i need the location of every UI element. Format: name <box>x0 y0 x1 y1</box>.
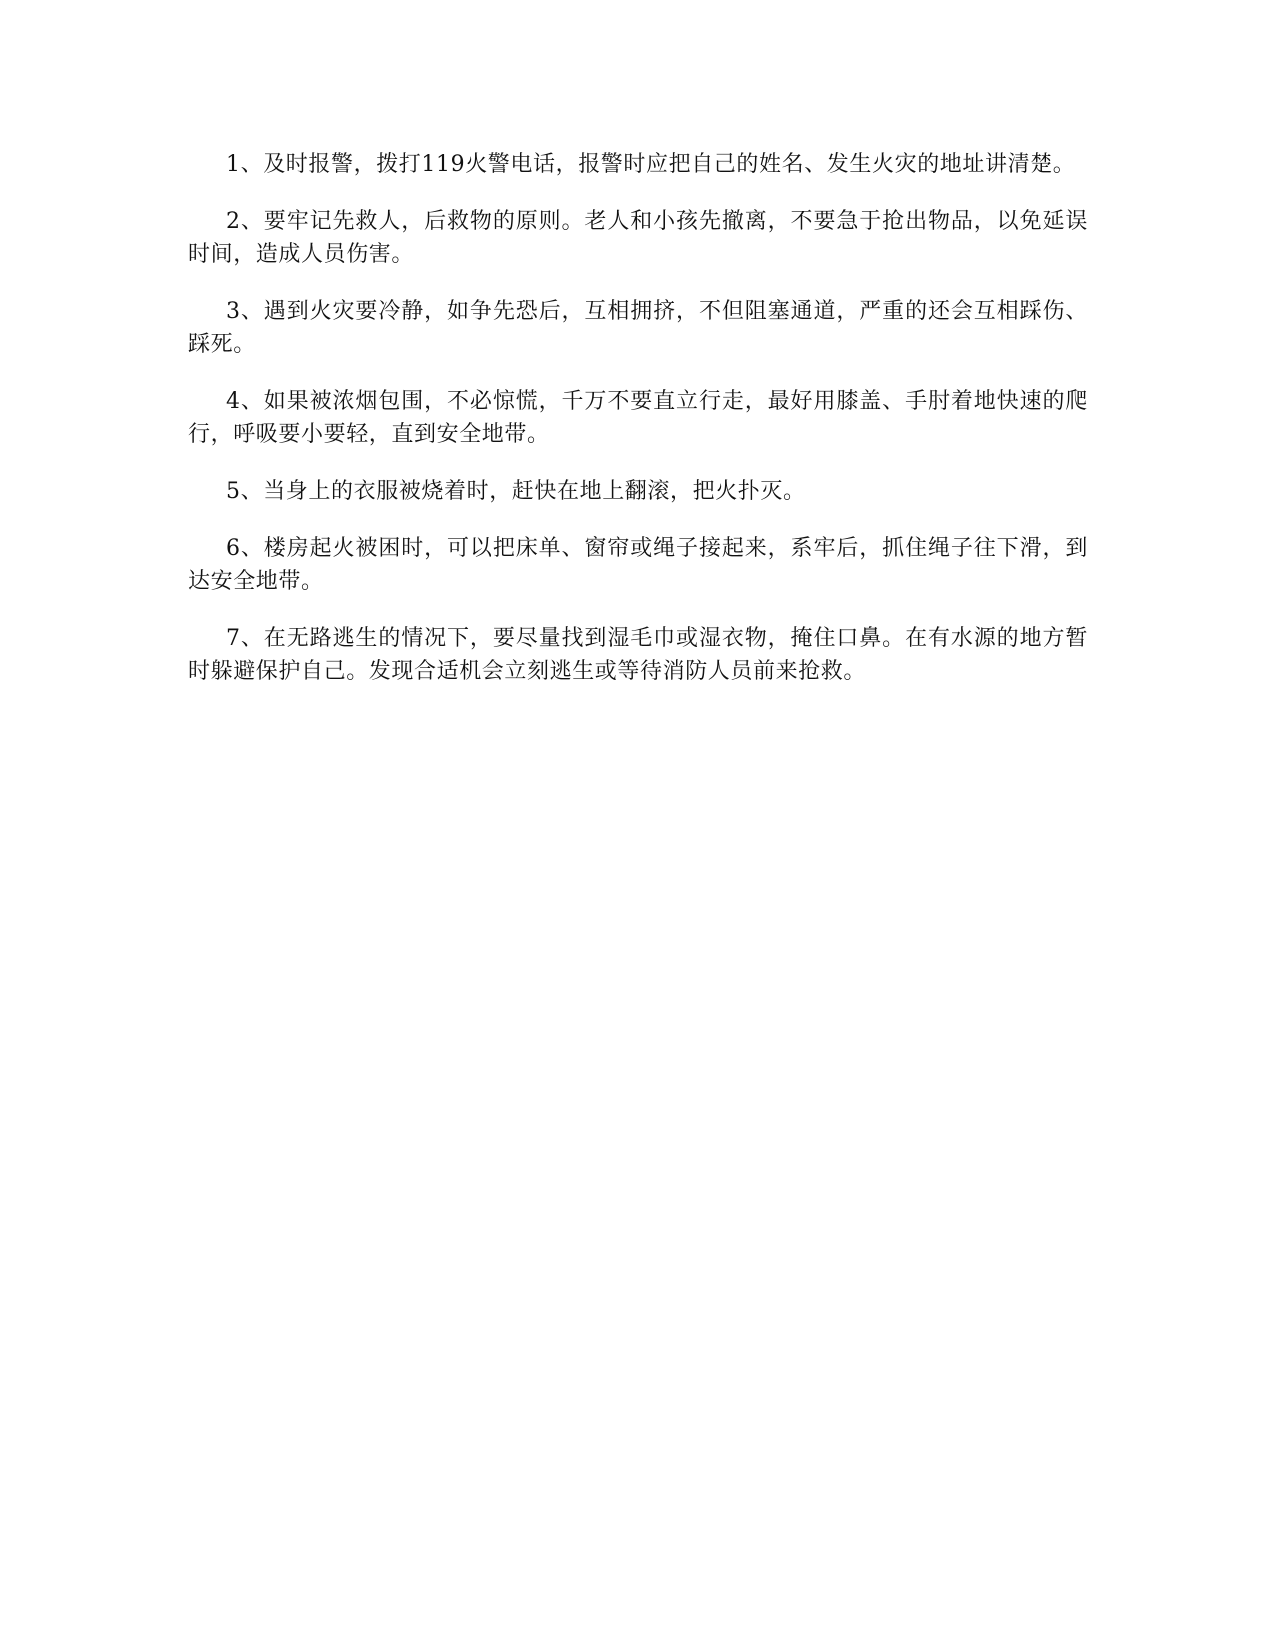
paragraph-5: 5、当身上的衣服被烧着时，赶快在地上翻滚，把火扑灭。 <box>226 479 806 504</box>
paragraph-6: 6、楼房起火被困时，可以把床单、窗帘或绳子接起来，系牢后，抓住绳子往下滑，到达安全地带。 <box>188 536 1088 594</box>
paragraph-1: 1、及时报警，拨打119火警电话，报警时应把自己的姓名、发生火灾的地址讲清楚。 <box>226 152 1076 177</box>
paragraph-4: 4、如果被浓烟包围，不必惊慌，千万不要直立行走，最好用膝盖、手肘着地快速的爬行，呼吸要小要轻，直到安全地带。 <box>188 389 1088 447</box>
paragraph-2: 2、要牢记先救人，后救物的原则。老人和小孩先撤离，不要急于抢出物品，以免延误时间，造成人员伤害。 <box>188 209 1088 267</box>
document-body <box>188 148 1088 712</box>
paragraph-7: 7、在无路逃生的情况下，要尽量找到湿毛巾或湿衣物，掩住口鼻。在有水源的地方暂时躲避保护自己。发现合适机会立刻逃生或等待消防人员前来抢救。 <box>188 626 1088 684</box>
paragraph-3: 3、遇到火灾要冷静，如争先恐后，互相拥挤，不但阻塞通道，严重的还会互相踩伤、踩死。 <box>188 299 1088 357</box>
